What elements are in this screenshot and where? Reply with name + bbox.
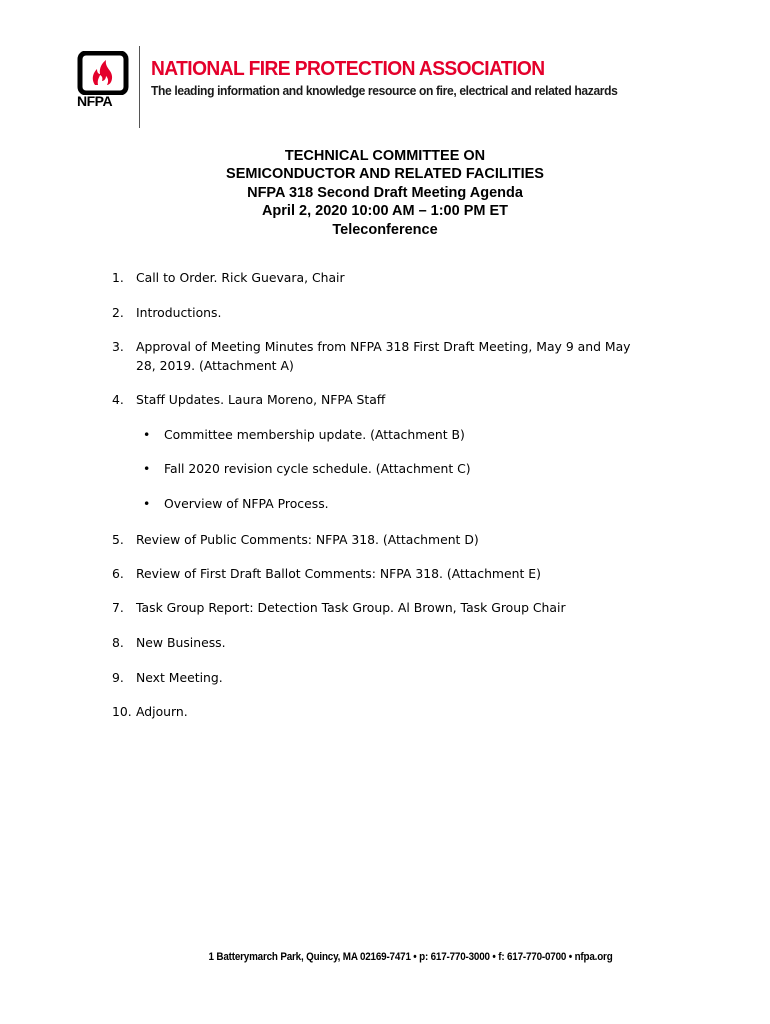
agenda-item-10 [112,704,188,719]
agenda-item-number: 5. [112,532,124,547]
title-line-agenda: NFPA 318 Second Draft Meeting Agenda [247,184,523,201]
agenda-item-3 [112,339,631,354]
title-line-committee: TECHNICAL COMMITTEE ON [284,148,486,164]
agenda-item-text: Approval of Meeting Minutes from NFPA 318 First Draft Meeting, May 9 and May [136,339,631,354]
agenda-subitem-2 [143,461,471,476]
logo-text: NFPA [77,93,113,109]
agenda-item-text: Staff Updates. Laura Moreno, NFPA Staff [136,392,386,407]
bullet-icon: • [143,496,151,511]
agenda-item-2 [112,305,221,320]
organization-tagline: The leading information and knowledge resource on fire, electrical and related hazards [151,83,618,98]
agenda-subitem-text: Committee membership update. (Attachment B) [164,427,465,442]
footer-contact [0,951,770,963]
agenda-item-number: 3. [112,339,124,354]
title-line-location: Teleconference [332,221,438,238]
agenda-item-5 [112,532,479,547]
agenda-item-6 [112,566,541,581]
agenda-item-1 [112,270,345,285]
bullet-icon: • [143,461,151,476]
organization-name: NATIONAL FIRE PROTECTION ASSOCIATION [151,58,545,80]
agenda-item-text: Next Meeting. [136,670,223,685]
agenda-item-9 [112,670,223,685]
bullet-icon: • [143,427,151,442]
agenda-item-number: 6. [112,566,124,581]
agenda-item-text: New Business. [136,635,226,650]
agenda-subitem-1 [143,427,465,442]
agenda-item-number: 9. [112,670,124,685]
agenda-item-text: Review of First Draft Ballot Comments: NFPA 318. (Attachment E) [136,566,541,581]
title-line-date: April 2, 2020 10:00 AM – 1:00 PM ET [261,203,509,220]
agenda-item-number: 10. [112,704,132,719]
agenda-item-text: Call to Order. Rick Guevara, Chair [136,270,345,285]
agenda-item-text: Task Group Report: Detection Task Group. Al Brown, Task Group Chair [136,600,566,615]
agenda-item-number: 4. [112,392,124,407]
agenda-item-3-continuation: 28, 2019. (Attachment A) [136,358,294,373]
agenda-item-text: Adjourn. [136,704,188,719]
agenda-item-number: 1. [112,270,124,285]
footer-contact-text: 1 Batterymarch Park, Quincy, MA 02169-7471 • p: 617-770-3000 • f: 617-770-0700 • nfpa.org [208,951,613,963]
agenda-item-number: 7. [112,600,124,615]
agenda-item-8 [112,635,226,650]
title-line-facilities: SEMICONDUCTOR AND RELATED FACILITIES [226,166,544,183]
agenda-subitem-text: Fall 2020 revision cycle schedule. (Attachment C) [164,461,471,476]
agenda-item-number: 8. [112,635,124,650]
agenda-item-text: Introductions. [136,305,222,320]
agenda-item-text: Review of Public Comments: NFPA 318. (Attachment D) [136,532,479,547]
agenda-subitem-3 [143,496,329,511]
agenda-item-7 [112,600,566,615]
agenda-item-number: 2. [112,305,124,320]
agenda-item-4 [112,392,385,407]
agenda-subitem-text: Overview of NFPA Process. [164,496,329,511]
